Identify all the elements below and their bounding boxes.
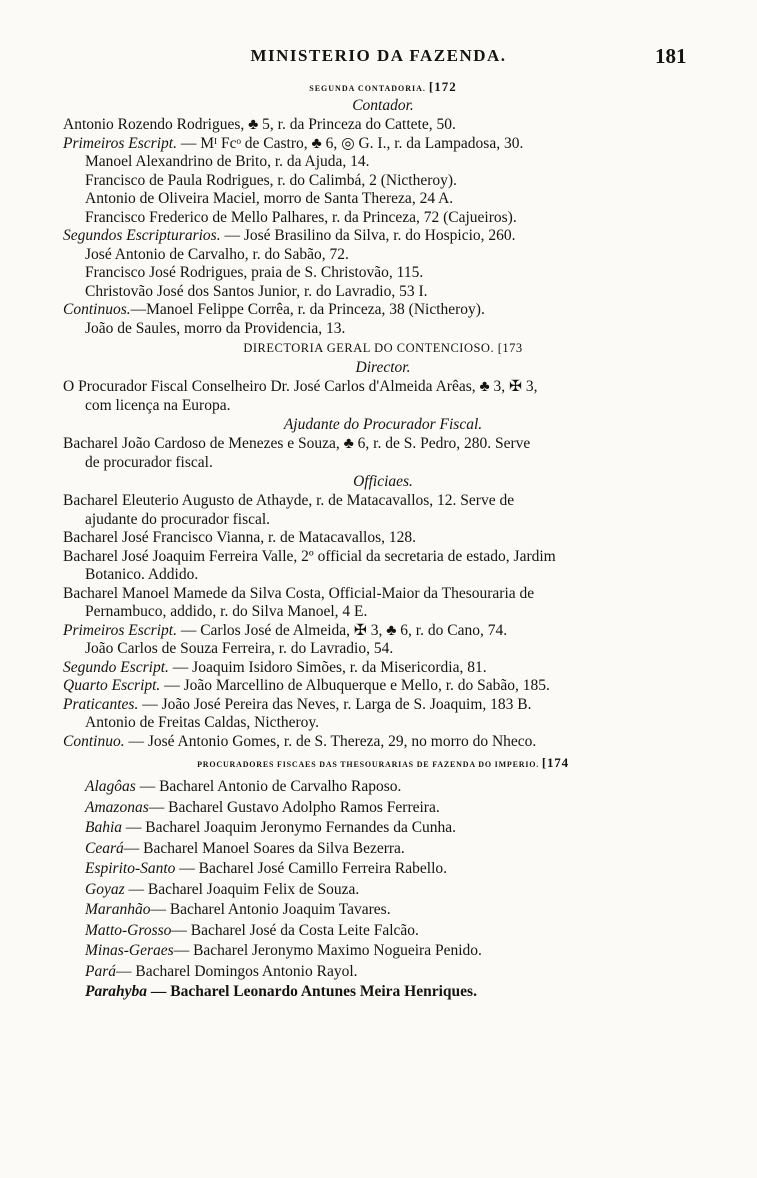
list-item: Antonio de Freitas Caldas, Nictheroy. — [85, 714, 320, 731]
section-174-heading — [63, 751, 703, 777]
list-item — [63, 900, 703, 921]
ajudante-entry-cont: de procurador fiscal. — [85, 453, 213, 471]
province-name: Pará — [85, 962, 116, 980]
list-item: Christovão José dos Santos Junior, r. do Lavradio, 53 I. — [85, 282, 428, 300]
province-name: Alagôas — [85, 778, 136, 795]
entry-text: — Bacharel Domingos Antonio Rayol. — [116, 962, 358, 980]
list-item: João de Saules, morro da Providencia, 13. — [85, 319, 346, 337]
official-entry-cont: ajudante do procurador fiscal. — [85, 510, 271, 528]
role-label: Segundos Escripturarios. — [63, 227, 221, 244]
list-item — [63, 921, 703, 942]
list-item — [63, 962, 703, 983]
section-title: SEGUNDA CONTADORIA. — [309, 84, 426, 93]
director-entry: O Procurador Fiscal Conselheiro Dr. José Carlos d'Almeida Arêas, ♣ 3, ✠ 3, — [63, 378, 538, 395]
province-name: Matto-Grosso — [85, 921, 172, 939]
section-title: DIRECTORIA GERAL DO CONTENCIOSO. — [243, 341, 495, 355]
entry-text: — Bacharel Antonio de Carvalho Raposo. — [139, 778, 402, 795]
list-item: Francisco José Rodrigues, praia de S. Christovão, 115. — [85, 264, 424, 281]
province-name: Maranhão — [85, 901, 151, 918]
praticantes-first — [63, 696, 703, 715]
entry-text: — Carlos José de Almeida, ✠ 3, ♣ 6, r. do Cano, 74. — [180, 621, 508, 639]
entry-text: — João Marcellino de Albuquerque e Mello, r. do Sabão, 185. — [164, 677, 550, 694]
list-item — [63, 859, 703, 880]
entry-text: — José Antonio Gomes, r. de S. Thereza, 29, no morro do Nheco. — [128, 732, 537, 750]
entry-text: — Bacharel Antonio Joaquim Tavares. — [150, 901, 391, 918]
procuradores-list — [63, 777, 703, 1003]
official-entry: Bacharel Eleuterio Augusto de Athayde, r. de Matacavallos, 12. Serve de — [63, 492, 515, 509]
entry-text: — Bacharel Gustavo Adolpho Ramos Ferreira. — [148, 798, 440, 816]
list-item — [63, 941, 703, 962]
official-entry-cont: Pernambuco, addido, r. do Silva Manoel, 4 E. — [85, 603, 368, 620]
entry-text: — Bacharel Manoel Soares da Silva Bezerra. — [123, 839, 405, 857]
entry-text: — Bacharel Jeronymo Maximo Nogueira Penido. — [173, 942, 482, 959]
director-label: Director. — [355, 359, 411, 376]
quarto-escript-first — [63, 677, 703, 696]
entry-text: — Joaquim Isidoro Simões, r. da Misericordia, 81. — [172, 658, 487, 676]
entry-text: — Bacharel José da Costa Leite Falcão. — [171, 921, 419, 939]
contador-entry: Antonio Rozendo Rodrigues, ♣ 5, r. da Princeza do Cattete, 50. — [63, 116, 456, 133]
section-172-heading — [63, 80, 703, 96]
list-item — [63, 839, 703, 860]
province-name: Espirito-Santo — [85, 860, 176, 877]
role-label: Segundo Escript. — [63, 658, 169, 676]
list-item: Manoel Alexandrino de Brito, r. da Ajuda, 14. — [85, 153, 370, 170]
role-label: Quarto Escript. — [63, 677, 161, 694]
ajudante-entry: Bacharel João Cardoso de Menezes e Souza, ♣ 6, r. de S. Pedro, 280. Serve — [63, 435, 531, 452]
official-entry: Bacharel José Francisco Vianna, r. de Matacavallos, 128. — [63, 529, 417, 546]
list-item: Francisco Frederico de Mello Palhares, r. da Princeza, 72 (Cajueiros). — [85, 208, 517, 226]
page-number: 181 — [655, 44, 687, 68]
entry-text: — José Brasilino da Silva, r. do Hospicio, 260. — [224, 227, 516, 244]
official-entry: Bacharel Manoel Mamede da Silva Costa, Official-Maior da Thesouraria de — [63, 584, 535, 602]
segundos-escript-first — [63, 227, 703, 246]
primeiros-escript-first — [63, 622, 703, 641]
role-label: Continuo. — [63, 732, 125, 750]
contador-label: Contador. — [352, 97, 414, 114]
province-name: Ceará — [85, 839, 124, 857]
role-label: Primeiros Escript. — [63, 134, 177, 152]
entry-text: — Bacharel Leonardo Antunes Meira Henriques. — [150, 983, 477, 1000]
section-number: [172 — [428, 79, 457, 94]
province-name: Amazonas — [85, 798, 149, 816]
list-item: Francisco de Paula Rodrigues, r. do Calimbá, 2 (Nictheroy). — [85, 171, 457, 189]
list-item: Antonio de Oliveira Maciel, morro de Santa Thereza, 24 A. — [85, 190, 454, 207]
list-item — [63, 982, 703, 1003]
official-entry-cont: Botanico. Addido. — [85, 566, 199, 583]
province-name: Minas-Geraes — [85, 942, 174, 959]
entry-text: — Bacharel Joaquim Felix de Souza. — [128, 880, 360, 898]
page-header-title: MINISTERIO DA FAZENDA. — [250, 46, 507, 65]
entry-text: — Bacharel José Camillo Ferreira Rabello. — [179, 860, 448, 877]
primeiros-escript-first — [63, 135, 703, 154]
continuo-first — [63, 733, 703, 752]
role-label: Primeiros Escript. — [63, 621, 177, 639]
list-item — [63, 880, 703, 901]
province-name: Goyaz — [85, 880, 125, 898]
page-content — [63, 80, 703, 1003]
officiaes-label: Officiaes. — [353, 473, 413, 490]
section-number: [173 — [497, 341, 523, 355]
province-name: Bahia — [85, 819, 123, 836]
entry-text: — Mᴵ Fcᵒ de Castro, ♣ 6, ◎ G. I., r. da Lampadosa, 30. — [180, 134, 524, 152]
section-title: PROCURADORES FISCAES DAS THESOURARIAS DE FAZENDA DO IMPERIO. — [197, 760, 540, 769]
director-entry-cont: com licença na Europa. — [85, 396, 231, 414]
ajudante-label: Ajudante do Procurador Fiscal. — [283, 416, 483, 433]
list-item: José Antonio de Carvalho, r. do Sabão, 72. — [85, 245, 349, 263]
section-number: [174 — [541, 755, 569, 770]
role-label: Praticantes. — [63, 695, 139, 713]
role-label: Continuos. — [63, 301, 131, 318]
entry-text: — João José Pereira das Neves, r. Larga de S. Joaquim, 183 B. — [142, 695, 532, 713]
entry-text: — Bacharel Joaquim Jeronymo Fernandes da Cunha. — [125, 819, 457, 836]
section-173-heading — [63, 338, 703, 358]
list-item — [63, 798, 703, 819]
list-item — [63, 777, 703, 798]
entry-text: —Manoel Felippe Corrêa, r. da Princeza, 38 (Nictheroy). — [130, 301, 485, 318]
list-item — [63, 818, 703, 839]
segundo-escript-first — [63, 659, 703, 678]
continuos-first — [63, 301, 703, 320]
province-name: Parahyba — [85, 983, 147, 1000]
official-entry: Bacharel José Joaquim Ferreira Valle, 2º official da secretaria de estado, Jardim — [63, 547, 556, 565]
list-item: João Carlos de Souza Ferreira, r. do Lavradio, 54. — [85, 640, 394, 657]
